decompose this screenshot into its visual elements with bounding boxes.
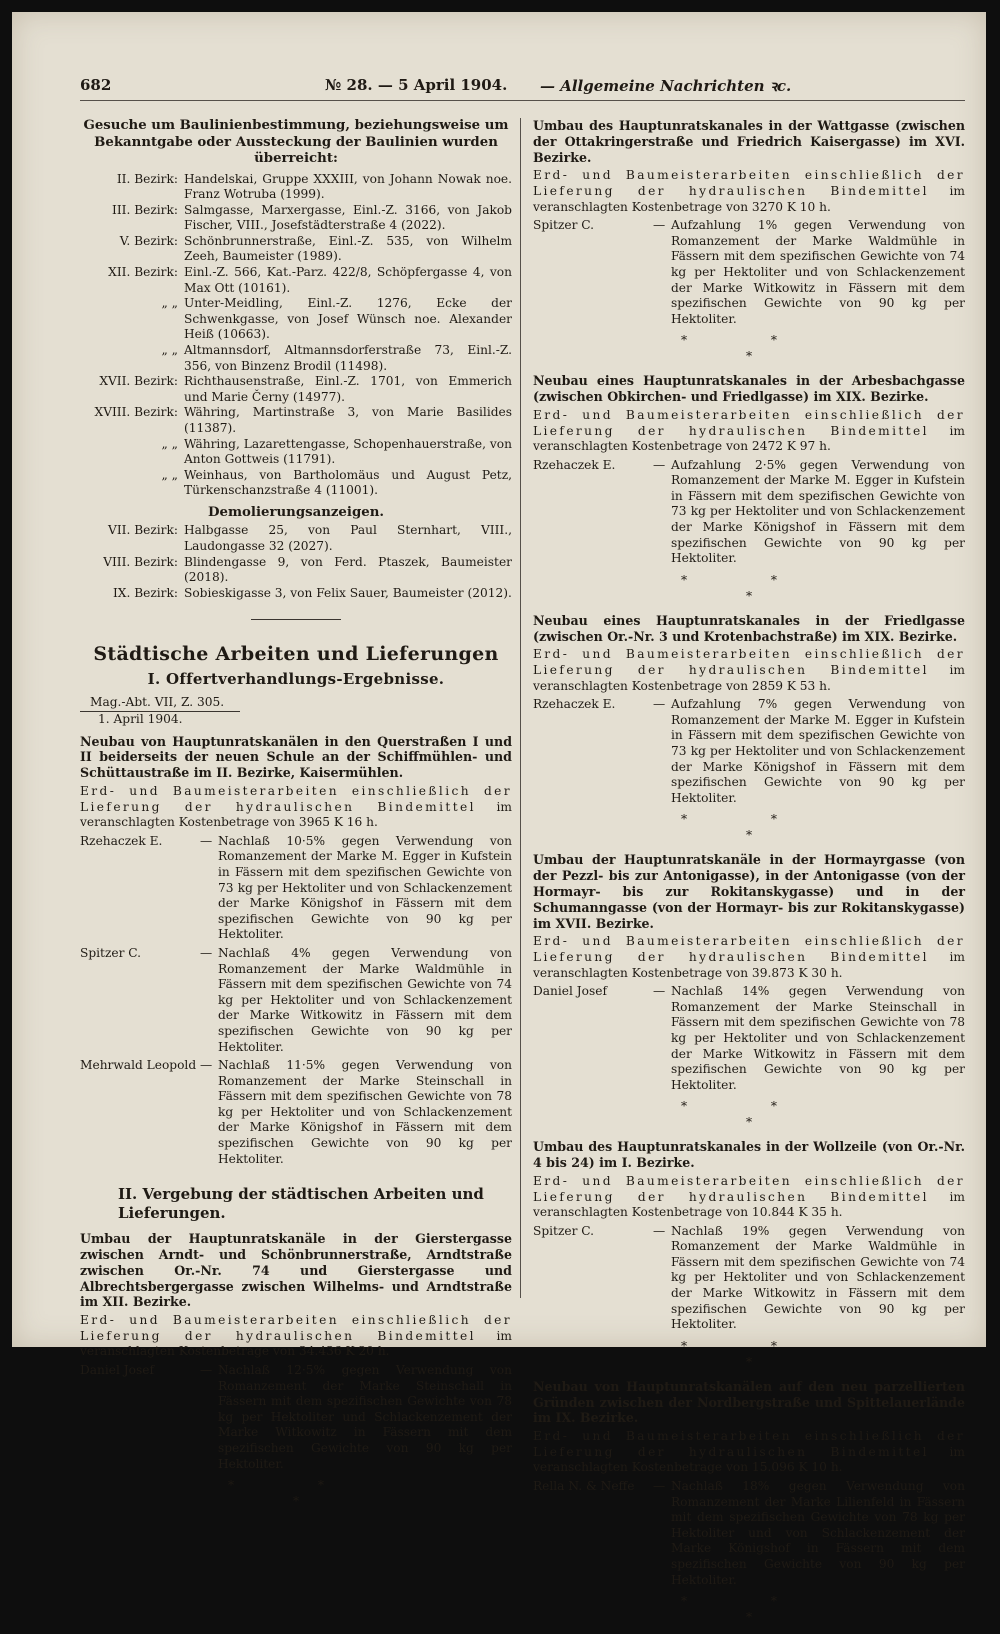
block-heading: Umbau der Hauptunratskanäle in der Gierstergasse zwischen Arndt- und Schönbrunnerstraße, Arndtstraße zwischen Or.-Nr. 74 und Gierstergasse und Albrechtsbergergasse zwischen Wilhelms- und Arndtstraße im XII. Bezirke. (80, 1231, 512, 1310)
award-text: Nachlaß 10·5% gegen Verwendung von Romanzement der Marke M. Egger in Kufstein in Fässern mit dem spezifischen Gewichte von 73 kg per Hektoliter und von Schlackenzement der Marke Königshof in Fässern mit dem spezifischen Gewichte von 90 kg per Hektoliter. (218, 833, 512, 942)
entry-text: Altmannsdorf, Altmannsdorferstraße 73, Einl.-Z. 356, von Binzenz Brodil (11498). (184, 343, 512, 373)
page-header (80, 72, 962, 96)
stars-line: * (745, 1115, 753, 1130)
entry-label: „ „ (161, 436, 178, 451)
entry-text: Schönbrunnerstraße, Einl.-Z. 535, von Wilhelm Zeeh, Baumeister (1989). (184, 233, 512, 264)
entry-text: Sobieskigasse 3, von Felix Sauer, Baumeister (2012). (184, 585, 512, 600)
stars-line: * * (680, 1338, 818, 1353)
block-intro (533, 934, 965, 981)
entry-row (80, 234, 512, 265)
dash: — (653, 218, 666, 233)
stars-line: * * (227, 1478, 365, 1493)
entry-text: Währing, Martinstraße 3, von Marie Basilides (11387). (184, 405, 512, 435)
intro-rest: im veranschlagten Kostenbetrage von 34.436 K 20 h. (80, 1328, 512, 1359)
bidder-name: Rzehaczek E. (533, 457, 616, 472)
dash: — (200, 945, 213, 960)
intro-spaced: Erd- und Baumeisterarbeiten einschließlich der Lieferung der hydraulischen Bindemittel (533, 1173, 965, 1204)
intro-spaced: Erd- und Baumeisterarbeiten einschließlich der Lieferung der hydraulischen Bindemittel (533, 407, 965, 438)
entry-label: V. Bezirk: (119, 233, 178, 248)
mag-ref: Mag.-Abt. VII, Z. 305. (80, 695, 240, 712)
intro-spaced: Erd- und Baumeisterarbeiten einschließlich der Lieferung der hydraulischen Bindemittel (80, 784, 512, 814)
section-title: — Allgemeine Nachrichten ꝛc. (540, 77, 792, 95)
entry-label: VII. Bezirk: (108, 523, 178, 538)
bidder-name: Daniel Josef (533, 984, 607, 999)
entry-row (80, 586, 512, 602)
entry-row (80, 203, 512, 234)
stars-line: * (745, 1354, 753, 1369)
entry-text: Blindengasse 9, von Ferd. Ptaszek, Baumeister (2018). (184, 554, 512, 585)
entry-row (80, 265, 512, 296)
award-row (80, 1363, 512, 1472)
tender-block (533, 852, 965, 1129)
stars-line: * (745, 588, 753, 603)
dash: — (653, 697, 666, 712)
stars-line: * (745, 349, 753, 364)
block-heading: Umbau der Hauptunratskanäle in der Hormayrgasse (von der Pezzl- bis zur Antonigasse), in der Antonigasse (von der Hormayr- bis zur Rokitanskygasse) und in der Schumanngasse (von der Hormayr- bis zur Rokitanskygasse) im XVII. Bezirke. (533, 852, 965, 931)
award-row (80, 1058, 512, 1167)
entry-row (80, 405, 512, 436)
block-intro (533, 168, 965, 215)
entry-text: Halbgasse 25, von Paul Sternhart, VIII., Laudongasse 32 (2027). (184, 523, 512, 554)
intro-spaced: Erd- und Baumeisterarbeiten einschließlich der Lieferung der hydraulischen Bindemittel (533, 934, 965, 964)
award-row (80, 946, 512, 1055)
stars-line: * * (680, 1099, 818, 1114)
block-heading: Umbau des Hauptunratskanales in der Wattgasse (zwischen der Ottakringerstraße und Friedrich Kaisergasse) im XVI. Bezirke. (533, 118, 965, 165)
award-text: Nachlaß 14% gegen Verwendung von Romanzement der Marke Steinschall in Fässern mit dem spezifischen Gewichte von 78 kg per Hektoliter und von Schlackenzement der Marke Witkowitz in Fässern mit dem spezifischen Gewichte von 90 kg per Hektoliter. (671, 984, 965, 1092)
intro-rest: im veranschlagten Kostenbetrage von 3965 K 16 h. (80, 799, 512, 830)
block-intro (533, 1429, 965, 1476)
vergebung-title: II. Vergebung der städtischen Arbeiten und Lieferungen. (118, 1185, 484, 1223)
issue-line: № 28. — 5 April 1904. (325, 76, 508, 94)
tender-block (533, 373, 965, 603)
bidder-name: Daniel Josef (80, 1363, 154, 1378)
bidder-name: Spitzer C. (80, 945, 142, 960)
dash: — (200, 1058, 213, 1073)
baulinien-title: Gesuche um Baulinienbestimmung, beziehungsweise um Bekanntgabe oder Aussteckung der Baulinien wurden überreicht: (83, 118, 509, 166)
intro-rest: im veranschlagten Kostenbetrage von 10.844 K 35 h. (533, 1189, 965, 1220)
entry-label: III. Bezirk: (112, 202, 178, 217)
block-intro (533, 1174, 965, 1221)
baulinien-list (80, 172, 512, 499)
dash: — (653, 457, 666, 472)
mag-date: 1. April 1904. (98, 712, 183, 727)
entry-text: Währing, Lazarettengasse, Schopenhauerstraße, von Anton Gottweis (11791). (184, 436, 512, 467)
right-column (533, 118, 965, 1634)
entry-label: VIII. Bezirk: (103, 554, 178, 569)
stars-line: * * (680, 812, 818, 827)
vergebung-block (80, 1231, 512, 1508)
intro-spaced: Erd- und Baumeisterarbeiten einschließlich der Lieferung der hydraulischen Bindemittel (533, 647, 965, 678)
dash: — (200, 1363, 213, 1378)
entry-row (80, 343, 512, 374)
dash: — (653, 1479, 666, 1494)
award-text: Aufzahlung 1% gegen Verwendung von Romanzement der Marke Waldmühle in Fässern mit dem spezifischen Gewichte von 74 kg per Hektoliter und von Schlackenzement der Marke Witkowitz in Fässern mit dem spezifischen Gewichte von 90 kg per Hektoliter. (671, 218, 965, 326)
tender-block (533, 118, 965, 363)
stars-line: * (745, 1610, 753, 1625)
page-number: 682 (80, 76, 112, 94)
column-divider (520, 118, 521, 1298)
entry-label: II. Bezirk: (116, 171, 178, 186)
intro-spaced: Erd- und Baumeisterarbeiten einschließlich der Lieferung der hydraulischen Bindemittel (80, 1313, 512, 1343)
stars-line: * (292, 1494, 300, 1509)
header-rule (80, 100, 965, 101)
bidder-name: Rzehaczek E. (80, 833, 163, 848)
block-intro (80, 1313, 512, 1360)
entry-text: Salmgasse, Marxergasse, Einl.-Z. 3166, von Jakob Fischer, VIII., Josefstädterstraße 4 (2022). (184, 202, 512, 233)
stars-line: * * (680, 572, 818, 587)
award-text: Aufzahlung 7% gegen Verwendung von Romanzement der Marke M. Egger in Kufstein in Fässern mit dem spezifischen Gewichte von 73 kg per Hektoliter und von Schlackenzement der Marke Königshof in Fässern mit dem spezifischen Gewichte von 90 kg per Hektoliter. (671, 697, 965, 805)
award-row (80, 834, 512, 943)
block-heading: Umbau des Hauptunratskanales in der Wollzeile (von Or.-Nr. 4 bis 24) im I. Bezirke. (533, 1139, 965, 1171)
intro-rest: im veranschlagten Kostenbetrage von 15.096 K 10 h. (533, 1444, 965, 1475)
intro-rest: im veranschlagten Kostenbetrage von 3270 K 10 h. (533, 183, 965, 214)
award-row (533, 458, 965, 567)
stars-line: * (745, 828, 753, 843)
entry-row (80, 172, 512, 203)
entry-row (80, 437, 512, 468)
entry-label: XVII. Bezirk: (99, 374, 178, 389)
entry-label: „ „ (161, 343, 178, 358)
award-row (533, 984, 965, 1093)
award-text: Nachlaß 19% gegen Verwendung von Romanzement der Marke Waldmühle in Fässern mit dem spezifischen Gewichte von 74 kg per Hektoliter und von Schlackenzement der Marke Witkowitz in Fässern mit dem spezifischen Gewichte von 90 kg per Hektoliter. (671, 1223, 965, 1332)
block-intro (533, 408, 965, 455)
bidder-name: Spitzer C. (533, 218, 595, 233)
intro-rest: im veranschlagten Kostenbetrage von 2472 K 97 h. (533, 423, 965, 454)
award-text: Aufzahlung 2·5% gegen Verwendung von Romanzement der Marke M. Egger in Kufstein in Fässern mit dem spezifischen Gewichte von 73 kg per Hektoliter und von Schlackenzement der Marke Königshof in Fässern mit dem spezifischen Gewichte von 90 kg per Hektoliter. (671, 457, 965, 566)
section-divider (251, 619, 341, 620)
demolierung-title: Demolierungsanzeigen. (207, 504, 384, 520)
left-column (80, 118, 512, 1508)
entry-text: Unter-Meidling, Einl.-Z. 1276, Ecke der Schwenkgasse, von Josef Wünsch noe. Alexander Heiß (10663). (184, 296, 512, 342)
dash: — (653, 1223, 666, 1238)
entry-label: „ „ (161, 296, 178, 311)
block-intro (533, 647, 965, 694)
award-text: Nachlaß 12·5% gegen Verwendung von Romanzement der Marke Steinschall in Fässern mit dem spezifischen Gewichte von 78 kg per Hektoliter und Schlackenzement der Marke Witkowitz in Fässern mit dem spezifischen Gewichte von 90 kg per Hektoliter. (218, 1363, 512, 1471)
award-row (533, 218, 965, 327)
entry-label: XII. Bezirk: (108, 265, 178, 280)
block-intro (80, 784, 512, 831)
entry-row (80, 523, 512, 554)
award-text: Nachlaß 11·5% gegen Verwendung von Romanzement der Marke Steinschall in Fässern mit dem spezifischen Gewichte von 78 kg per Hektoliter und von Schlackenzement der Marke Königshof in Fässern mit dem spezifischen Gewichte von 90 kg per Hektoliter. (218, 1058, 512, 1166)
entry-text: Richthausenstraße, Einl.-Z. 1701, von Emmerich und Marie Černy (14977). (184, 374, 512, 404)
offert-block (80, 734, 512, 1168)
bidder-name: Spitzer C. (533, 1223, 595, 1238)
bidder-name: Rzehaczek E. (533, 697, 616, 712)
award-row (533, 1479, 965, 1588)
entry-row (80, 555, 512, 586)
offert-title: I. Offertverhandlungs-Ergebnisse. (147, 670, 445, 689)
arbeiten-title: Städtische Arbeiten und Lieferungen (93, 643, 499, 666)
tender-block (533, 1379, 965, 1624)
entry-text: Einl.-Z. 566, Kat.-Parz. 422/8, Schöpfergasse 4, von Max Ott (10161). (184, 265, 512, 295)
dash: — (653, 984, 666, 999)
entry-row (80, 296, 512, 343)
block-heading: Neubau von Hauptunratskanälen auf den neu parzellierten Gründen zwischen der Nordbergstraße und Spittelauerlände im IX. Bezirke. (533, 1378, 965, 1426)
bidder-name: Mehrwald Leopold (80, 1058, 197, 1073)
stars-line: * * (680, 1594, 818, 1609)
tender-block (533, 1139, 965, 1369)
award-row (533, 697, 965, 806)
tender-block (533, 613, 965, 843)
award-text: Nachlaß 4% gegen Verwendung von Romanzement der Marke Waldmühle in Fässern mit dem spezifischen Gewichte von 74 kg per Hektoliter und von Schlackenzement der Marke Witkowitz in Fässern mit dem spezifischen Gewichte von 90 kg per Hektoliter. (218, 945, 512, 1054)
entry-label: IX. Bezirk: (112, 585, 178, 600)
bidder-name: Rella N. & Neffe (533, 1479, 635, 1494)
entry-label: XVIII. Bezirk: (94, 405, 178, 420)
dash: — (200, 833, 213, 848)
award-row (533, 1224, 965, 1333)
intro-spaced: Erd- und Baumeisterarbeiten einschließlich der Lieferung der hydraulischen Bindemittel (533, 168, 965, 198)
intro-spaced: Erd- und Baumeisterarbeiten einschließlich der Lieferung der hydraulischen Bindemittel (533, 1429, 965, 1459)
entry-text: Weinhaus, von Bartholomäus und August Petz, Türkenschanzstraße 4 (11001). (184, 467, 512, 498)
award-text: Nachlaß 18% gegen Verwendung von Romanzement der Marke Lilienfeld in Fässern mit dem spezifischen Gewichte von 78 kg per Hektoliter und von Schlackenzement der Marke Königshof in Fässern mit dem spezifischen Gewichte von 90 kg per Hektoliter. (671, 1479, 965, 1587)
block-heading: Neubau von Hauptunratskanälen in den Querstraßen I und II beiderseits der neuen Schule an der Schiffmühlen- und Schüttaustraße im II. Bezirke, Kaisermühlen. (80, 733, 512, 781)
block-heading: Neubau eines Hauptunratskanales in der Friedlgasse (zwischen Or.-Nr. 3 und Krotenbachstraße) im XIX. Bezirke. (533, 612, 965, 644)
intro-rest: im veranschlagten Kostenbetrage von 39.873 K 30 h. (533, 949, 965, 980)
stars-line: * * (680, 333, 818, 348)
entry-row (80, 468, 512, 499)
entry-row (80, 374, 512, 405)
block-heading: Neubau eines Hauptunratskanales in der Arbesbachgasse (zwischen Obkirchen- und Friedlgasse) im XIX. Bezirke. (533, 373, 965, 405)
entry-label: „ „ (161, 467, 178, 482)
intro-rest: im veranschlagten Kostenbetrage von 2859 K 53 h. (533, 663, 965, 693)
demolierung-list (80, 523, 512, 601)
entry-text: Handelskai, Gruppe XXXIII, von Johann Nowak noe. Franz Wotruba (1999). (184, 171, 512, 202)
